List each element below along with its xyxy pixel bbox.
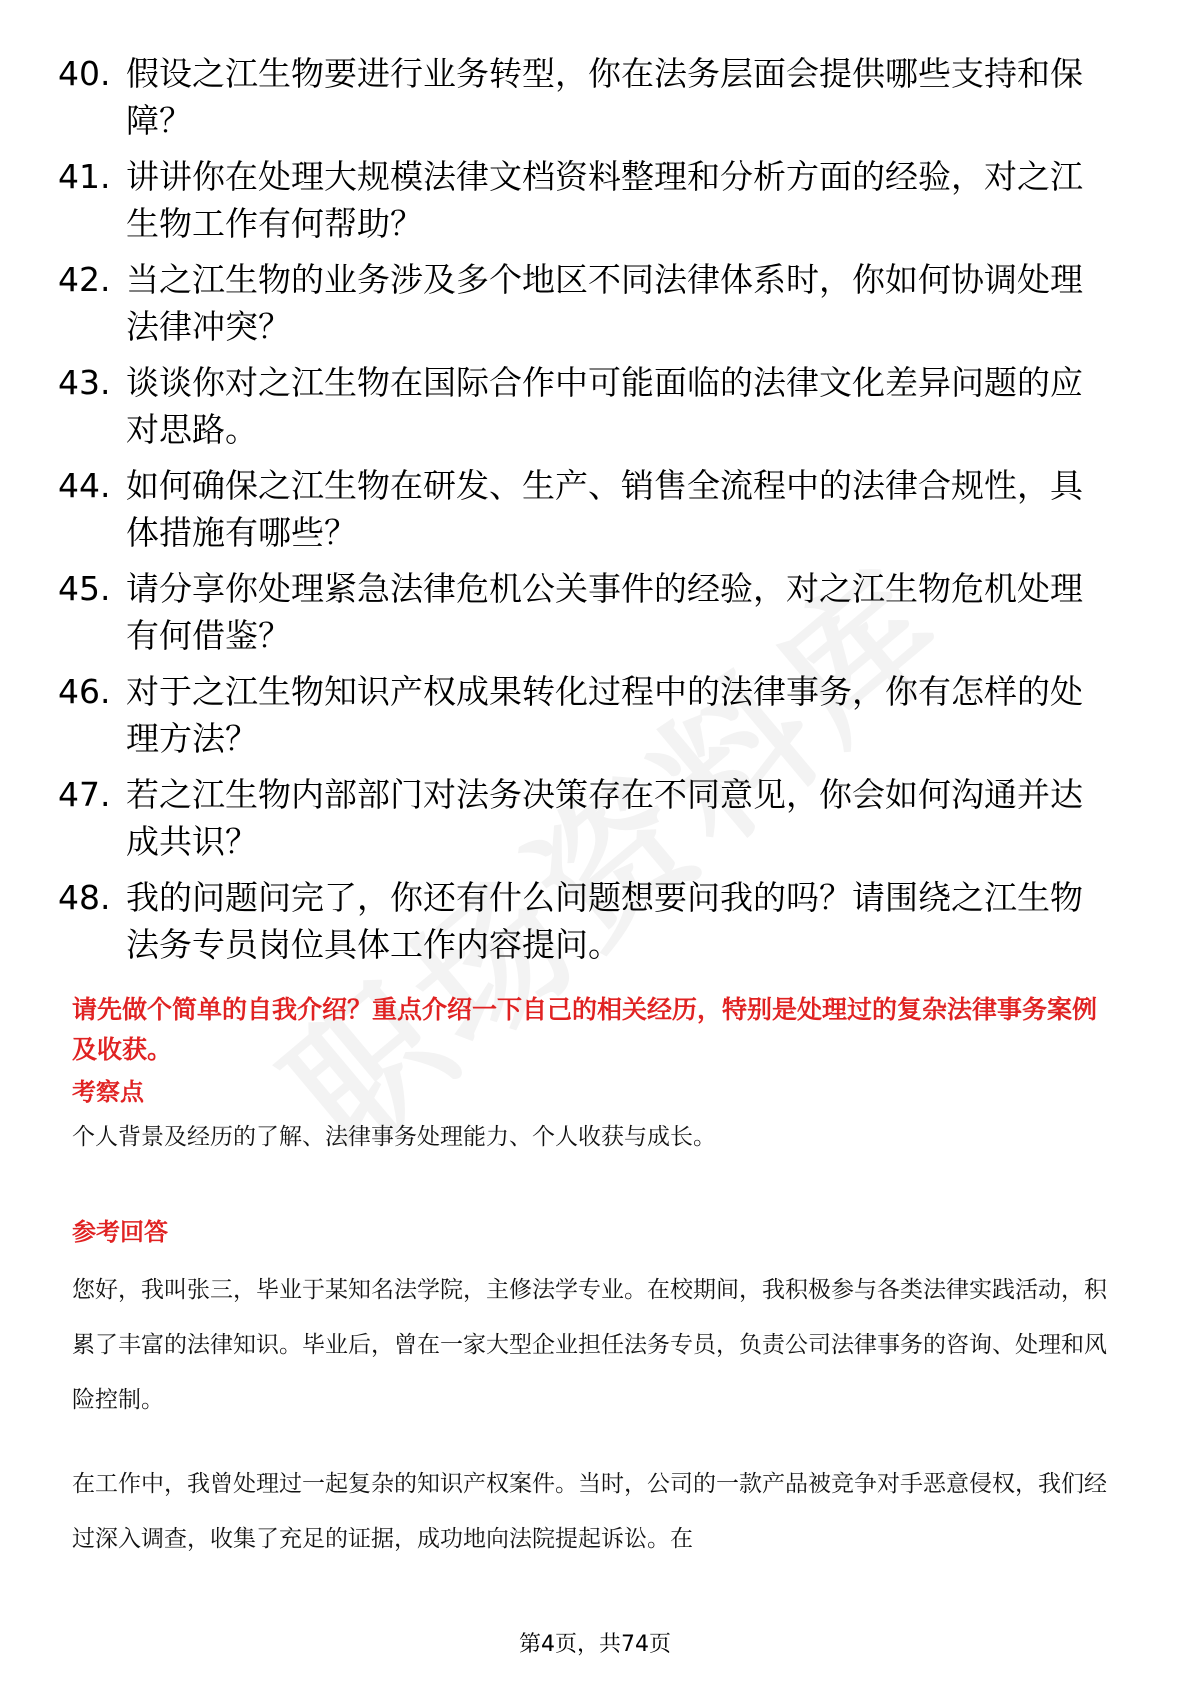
question-item: [58, 668, 1108, 762]
question-number: 43.: [58, 363, 111, 402]
page-footer: 第4页，共74页: [519, 1632, 671, 1657]
question-text: 请分享你处理紧急法律危机公关事件的经验，对之江生物危机处理有何借鉴？: [126, 569, 1083, 655]
question-item: [58, 50, 1108, 144]
question-text: 假设之江生物要进行业务转型，你在法务层面会提供哪些支持和保障？: [126, 54, 1083, 140]
question-number: 44.: [58, 466, 111, 505]
question-text: 我的问题问完了，你还有什么问题想要问我的吗？请围绕之江生物法务专员岗位具体工作内容提问。: [126, 878, 1083, 964]
question-item: [58, 153, 1108, 247]
exam-point-heading: 考察点: [72, 1078, 144, 1106]
question-item: [58, 359, 1108, 453]
question-item: [58, 462, 1108, 556]
question-text: 如何确保之江生物在研发、生产、销售全流程中的法律合规性，具体措施有哪些？: [126, 466, 1083, 552]
question-number: 48.: [58, 878, 111, 917]
featured-question: 请先做个简单的自我介绍？重点介绍一下自己的相关经历，特别是处理过的复杂法律事务案例及收获。: [72, 995, 1098, 1064]
question-number: 40.: [58, 54, 111, 93]
question-number: 46.: [58, 672, 111, 711]
question-number: 47.: [58, 775, 111, 814]
reference-answer-heading: 参考回答: [72, 1218, 168, 1246]
question-text: 讲讲你在处理大规模法律文档资料整理和分析方面的经验，对之江生物工作有何帮助？: [126, 157, 1083, 243]
question-item: [58, 256, 1108, 350]
question-text: 若之江生物内部部门对法务决策存在不同意见，你会如何沟通并达成共识？: [126, 775, 1083, 861]
question-number: 42.: [58, 260, 111, 299]
question-item: [58, 874, 1108, 968]
question-text: 对于之江生物知识产权成果转化过程中的法律事务，你有怎样的处理方法？: [126, 672, 1083, 758]
question-list: [58, 50, 1108, 977]
question-number: 45.: [58, 569, 111, 608]
question-number: 41.: [58, 157, 111, 196]
answer-paragraph-1: 您好，我叫张三，毕业于某知名法学院，主修法学专业。在校期间，我积极参与各类法律实践活动，积累了丰富的法律知识。毕业后，曾在一家大型企业担任法务专员，负责公司法律事务的咨询、处理和风险控制。: [72, 1277, 1107, 1413]
question-text: 谈谈你对之江生物在国际合作中可能面临的法律文化差异问题的应对思路。: [126, 363, 1083, 449]
question-text: 当之江生物的业务涉及多个地区不同法律体系时，你如何协调处理法律冲突？: [126, 260, 1083, 346]
question-item: [58, 771, 1108, 865]
exam-point-text: 个人背景及经历的了解、法律事务处理能力、个人收获与成长。: [72, 1124, 716, 1150]
question-item: [58, 565, 1108, 659]
answer-paragraph-2: 在工作中，我曾处理过一起复杂的知识产权案件。当时，公司的一款产品被竞争对手恶意侵权，我们经过深入调查，收集了充足的证据，成功地向法院提起诉讼。在: [72, 1471, 1107, 1552]
